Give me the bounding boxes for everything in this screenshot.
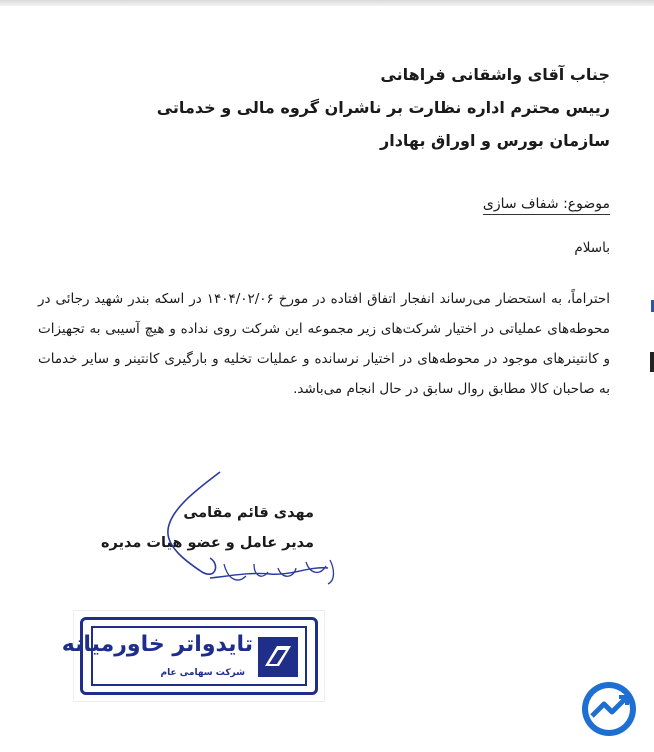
recipient-name: جناب آقای واشقانی فراهانی bbox=[380, 65, 610, 84]
greeting: باسلام bbox=[574, 240, 610, 256]
stock-market-logo-icon bbox=[580, 680, 638, 738]
signer-name: مهدی قائم مقامی bbox=[183, 505, 314, 521]
subject-line: موضوع: شفاف سازی bbox=[483, 196, 610, 215]
signer-title: مدیر عامل و عضو هیات مدیره bbox=[101, 535, 314, 551]
tidewater-logo-icon bbox=[257, 636, 299, 678]
letter-body: احتراماً، به استحضار می‌رساند انفجار اتفاق افتاده در مورخ ۱۴۰۴/۰۲/۰۶ در اسکه بندر شهید رجائی در محوطه‌های عملیاتی در اختیار شرکت‌های زیر مجموعه این شرکت روی نداده و هیچ آسیبی به تجهیزات و کانتینرهای موجود در محوطه‌های در اختیار نرسانده و عملیات تخلیه و بارگیری کانتینر و سایر خدمات به صاحبان کالا مطابق روال سابق در حال انجام می‌باشد. bbox=[38, 291, 610, 397]
handwritten-signature bbox=[150, 468, 350, 598]
recipient-organization: سازمان بورس و اوراق بهادار bbox=[380, 131, 610, 150]
company-stamp bbox=[61, 611, 324, 701]
stamp-company-name: تایدواتر خاورمیانه bbox=[61, 632, 253, 657]
stamp-border bbox=[61, 617, 318, 695]
stamp-inner-frame bbox=[61, 626, 307, 686]
scan-edge-mark bbox=[650, 352, 654, 372]
recipient-block bbox=[156, 58, 610, 157]
stamp-company-type: شرکت سهامی عام bbox=[160, 668, 245, 678]
scan-top-edge bbox=[0, 0, 654, 6]
recipient-position: رییس محترم اداره نظارت بر ناشران گروه مالی و خدماتی bbox=[156, 98, 610, 117]
